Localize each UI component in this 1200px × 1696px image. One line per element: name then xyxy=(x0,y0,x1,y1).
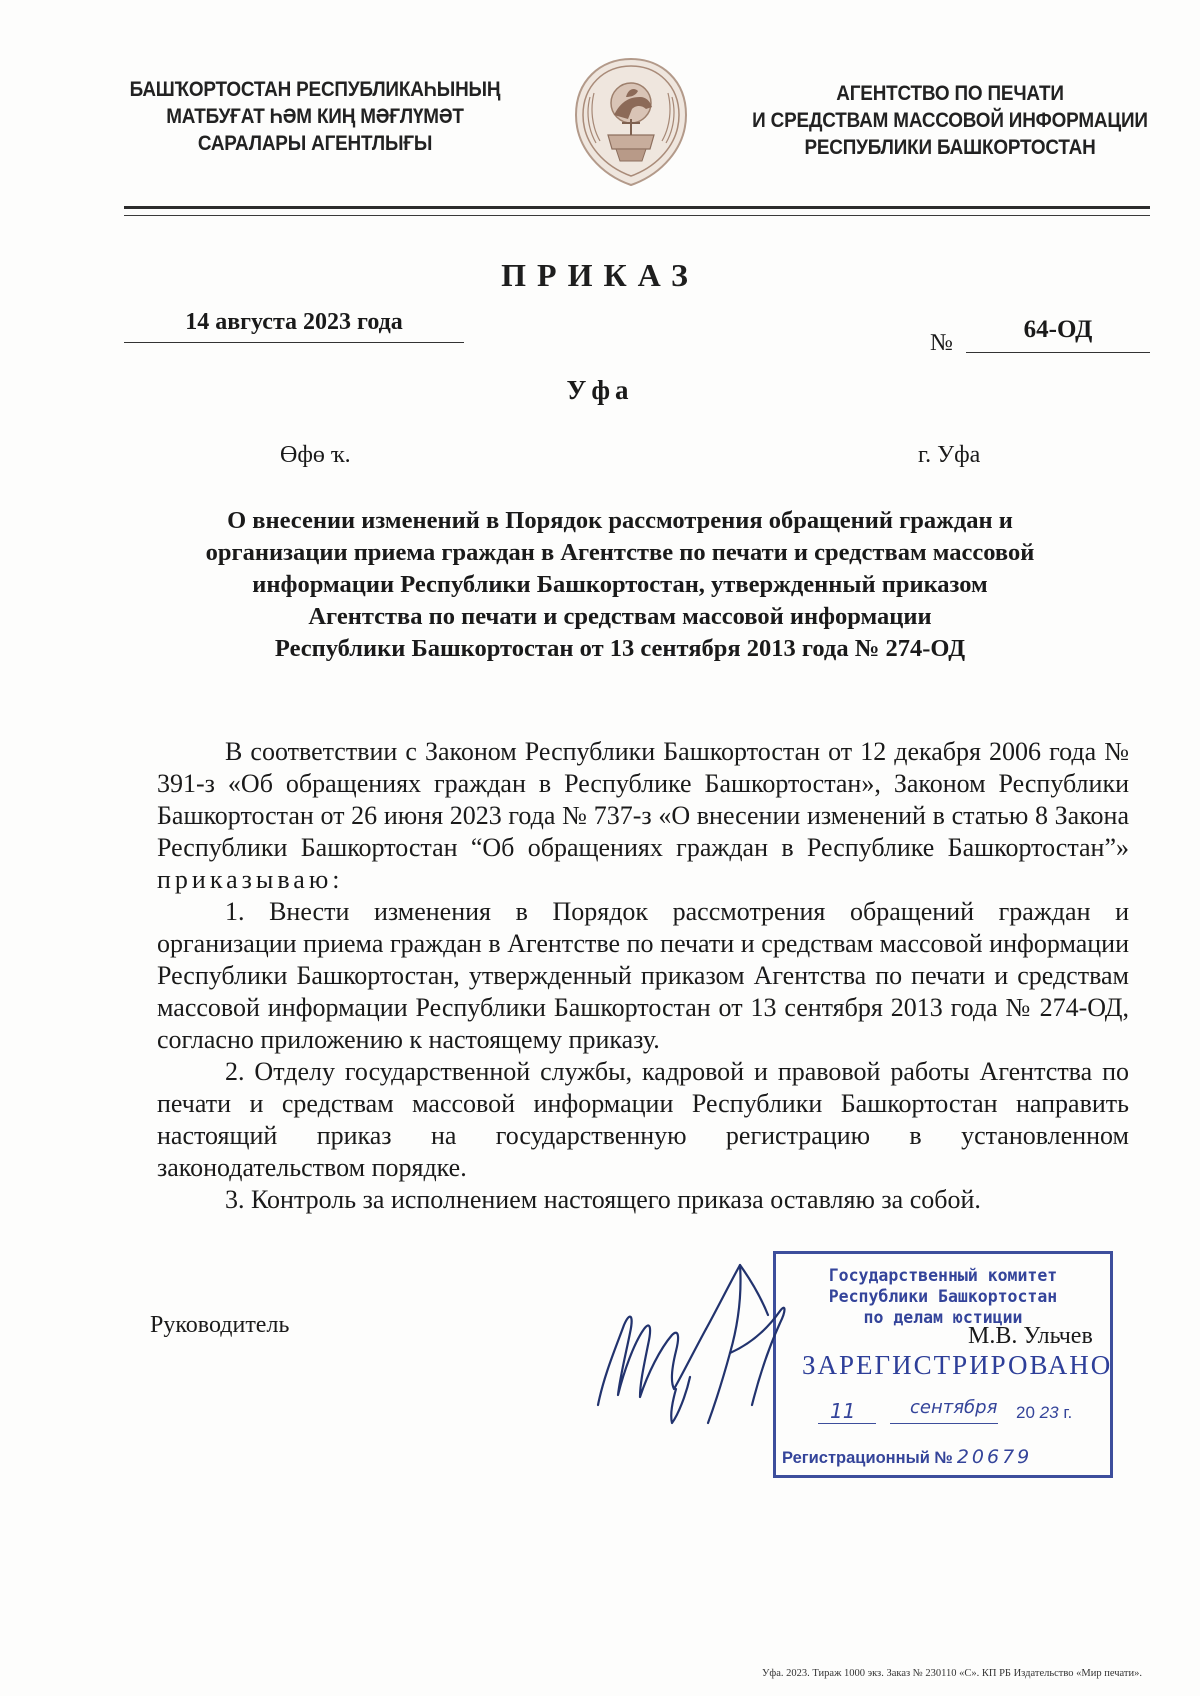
stamp-year-prefix: 20 xyxy=(1016,1403,1035,1422)
header-left-line: БАШҠОРТОСТАН РЕСПУБЛИКАҺЫНЫҢ xyxy=(129,78,501,101)
header-right-line: АГЕНТСТВО ПО ПЕЧАТИ xyxy=(836,82,1064,105)
stamp-org-line: по делам юстиции xyxy=(863,1308,1023,1327)
order-subject xyxy=(150,505,1090,665)
stamp-registration-number xyxy=(782,1446,1032,1468)
stamp-month-underline xyxy=(890,1423,998,1424)
number-underline xyxy=(966,352,1150,353)
stamp-registered: ЗАРЕГИСТРИРОВАНО xyxy=(802,1350,1113,1380)
stamp-reg-value: 20679 xyxy=(956,1446,1033,1468)
order-item-2: 2. Отделу государственной службы, кадровой и правовой работы Агентства по печати и средствам массовой информации Республики Башкортостан направить настоящий приказ на государственную регистрацию в установленном законодательством порядке. xyxy=(157,1057,1129,1182)
subject-line: организации приема граждан в Агентстве по печати и средствам массовой xyxy=(205,539,1035,566)
order-item-3: 3. Контроль за исполнением настоящего приказа оставляю за собой. xyxy=(225,1185,981,1214)
handwritten-signature xyxy=(590,1255,820,1435)
order-number: 64-ОД xyxy=(1023,316,1093,343)
stamp-year-unit: г. xyxy=(1063,1403,1073,1422)
subject-line: О внесении изменений в Порядок рассмотрения обращений граждан и xyxy=(227,507,1013,534)
preamble-text: В соответствии с Законом Республики Башкортостан от 12 декабря 2006 года № 391-з «Об обращениях граждан в Республике Башкортостан», Законом Республики Башкортостан от 26 июня 2023 года № 737-з «О внесении изменений в статью 8 Закона Республики Башкортостан “Об обращениях граждан в Республике Башкортостан”» xyxy=(157,737,1129,862)
stamp-org-line: Республики Башкортостан xyxy=(828,1287,1058,1306)
header-right-line: РЕСПУБЛИКИ БАШКОРТОСТАН xyxy=(804,136,1096,159)
stamp-year-suffix: 23 xyxy=(1039,1403,1059,1422)
subject-line: Республики Башкортостан от 13 сентября 2013 года № 274-ОД xyxy=(274,635,966,662)
header-right-line: И СРЕДСТВАМ МАССОВОЙ ИНФОРМАЦИИ xyxy=(752,109,1148,132)
stamp-month: сентября xyxy=(910,1397,998,1418)
order-title: ПРИКАЗ xyxy=(501,257,699,293)
stamp-day: 11 xyxy=(830,1399,856,1423)
stamp-reg-label: Регистрационный № xyxy=(782,1449,953,1467)
printing-imprint: Уфа. 2023. Тираж 1000 экз. Заказ № 230110 «С». КП РБ Издательство «Мир печати». xyxy=(762,1668,1142,1679)
city-heading: Уфа xyxy=(566,375,634,405)
signer-name: М.В. Ульчев xyxy=(968,1323,1093,1349)
header-divider-thick xyxy=(124,206,1150,209)
stamp-year xyxy=(1016,1403,1072,1423)
signer-title: Руководитель xyxy=(150,1312,290,1338)
header-left-line: МАТБУҒАТ ҺӘМ КИҢ МӘҒЛҮМӘТ xyxy=(166,105,464,128)
stamp-organization xyxy=(776,1265,1110,1328)
order-item-1: 1. Внести изменения в Порядок рассмотрения обращений граждан и организации приема граждан в Агентстве по печати и средствам массовой информации Республики Башкортостан, утвержденный приказом Агентства по печати и средствам массовой информации Республики Башкортостан от 13 сентября 2013 года № 274-ОД, согласно приложению к настоящему приказу. xyxy=(157,897,1129,1054)
decree-word: приказываю: xyxy=(157,865,344,894)
subject-line: Агентства по печати и средствам массовой информации xyxy=(308,603,932,630)
preamble-paragraph xyxy=(157,736,1129,896)
city-bashkir: Өфө ҡ. xyxy=(280,442,351,468)
header-left-line: САРАЛАРЫ АГЕНТЛЫҒЫ xyxy=(197,132,433,155)
agency-name-russian xyxy=(739,80,1162,161)
subject-line: информации Республики Башкортостан, утвержденный приказом xyxy=(252,571,988,598)
coat-of-arms-icon xyxy=(570,57,692,187)
stamp-org-line: Государственный комитет xyxy=(828,1266,1058,1285)
city-russian: г. Уфа xyxy=(918,442,981,468)
order-body xyxy=(157,736,1129,1216)
stamp-date xyxy=(810,1397,1080,1427)
agency-name-bashkir xyxy=(113,76,518,157)
header-divider-thin xyxy=(124,215,1150,216)
registration-stamp xyxy=(773,1251,1113,1478)
order-number-sign: № xyxy=(930,330,953,356)
stamp-day-underline xyxy=(818,1423,876,1424)
date-underline xyxy=(124,342,464,343)
order-date: 14 августа 2023 года xyxy=(185,309,403,335)
